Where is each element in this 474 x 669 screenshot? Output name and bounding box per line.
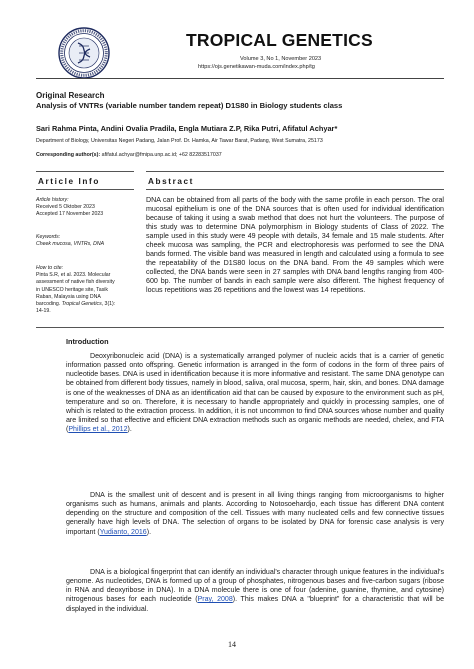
cite-journal: Tropical Genetics	[61, 301, 102, 308]
article-info-heading: Article Info	[38, 177, 100, 186]
intro-paragraph-3-text: DNA is a biological fingerprint that can identify an individual's character through unique features in the individual's genome. As nucleotides, DNA is formed up of a group of phosphates, nitrogenous bases and five-carbon sugars (ribose in RNA and deoxyribose in DNA). In a DNA molecule there is one of four (adenine, guanine, thymine, and cytosine) nitrogenous bases for each nucleotide (	[66, 569, 444, 604]
citation-link-yudianto[interactable]: Yudianto, 2016	[99, 528, 147, 536]
section-divider-bottom-left	[36, 189, 134, 190]
section-divider-top-left	[36, 171, 134, 172]
received-date: Received 5 Oktober 2023	[36, 204, 95, 211]
intro-paragraph-3-end: ). This makes DNA a "blueprint" for a characteristic that will be displayed in the individual.	[66, 596, 445, 613]
keywords-list: Cheek mucosa, VNTRs, DNA	[36, 241, 105, 248]
affiliation: Department of Biology, Universitas Negeri Padang, Jalan Prof. Dr. Hamka, Air Tawar Barat, Padang, West Sumatra, 25173	[36, 138, 323, 144]
journal-title: TROPICAL GENETICS	[186, 30, 373, 50]
section-divider-bottom-right	[146, 189, 444, 190]
history-label: Article history:	[36, 197, 69, 203]
corresponding-label: Corresponding author(s):	[36, 152, 101, 158]
intro-paragraph-3	[66, 568, 444, 614]
volume-line: Volume 3, No 1, November 2023	[240, 56, 322, 62]
keywords-label: Keywords:	[36, 234, 61, 240]
intro-paragraph-2	[66, 491, 444, 537]
keywords-block	[36, 234, 134, 248]
corresponding-contact: afifatul.achyar@fmipa.unp.ac.id; +62 82283517037	[100, 152, 222, 158]
cite-line: Pinta S.R, et al. 2023. Molecular	[36, 272, 111, 279]
accepted-date: Accepted 17 November 2023	[36, 211, 104, 218]
cite-label: How to cite:	[36, 265, 64, 271]
abstract-heading: Abstract	[148, 177, 195, 186]
intro-paragraph-1-end: ).	[127, 426, 132, 434]
page-number: 14	[228, 640, 236, 649]
header-divider	[36, 78, 444, 79]
abstract-text: DNA can be obtained from all parts of the body with the same profile in each person. The oral mucosal epithelium is one of the DNA sources that is often used for individual identification because of taking it using a swab method that does not hurt the volunteers. The purpose of this study was to determine DNA polymorphism in Biology students of Class of 2022. The sample used in this study were 49 people with details, 34 female and 15 male students. After cheek mucosa was sampling, the PCR and electrophoresis was performed to see the DNA bands formed. The visible band was measured in length and calculated using a formula to see the repeatability of the D1S80 locus on the DNA band. From the 49 samples which were collected, the DNA bands were seen in 27 samples with DNA band lengths ranging from 400-600 bp. The number of bands in each sample were also different. The highest frequency of locus repetitions was 26 repetitions and the lowest was 14 repetitions.	[146, 196, 444, 295]
introduction-heading: Introduction	[66, 337, 109, 346]
university-seal-icon	[58, 27, 110, 79]
cite-volume: , 3(1):	[101, 301, 116, 308]
cite-line: in UNESCO heritage site, Tasik	[36, 286, 108, 293]
intro-paragraph-1-text: Deoxyribonucleic acid (DNA) is a systematically arranged polymer of nucleic acids that is a carrier of genetic information passed onto offspring. Genetic information is arranged in the form of codons in the form of three pairs of nucleotide bases. DNA is used in identification because it is more informative and resistant. The same DNA genotype can be obtained from different body tissues, namely in blood, saliva, oral mucosa, sperm, hair, skin, and bones. DNA damage is one of the weaknesses of DNA as an identification aid that can be caused by exposure to the environment such as pH, temperature and so on. Therefore, it is necessary to handle appropriately and quickly in processing samples, one of which is related to the extraction process. In addition, it is not uncommon to find DNA sources whose number and quality are limited so that effective and efficient DNA extraction methods such as organic methods are needed, chelex, and FTA (	[66, 353, 444, 434]
citation-link-phillips[interactable]: Phillips et al., 2012	[68, 426, 128, 434]
author-list: Sari Rahma Pinta, Andini Ovalia Pradila, Engla Mutiara Z.P, Rika Putri, Afifatul Achyar*	[36, 124, 338, 133]
section-divider-top-right	[146, 171, 444, 172]
intro-paragraph-2-end: ).	[146, 528, 152, 536]
intro-paragraph-2-text: DNA is the smallest unit of descent and is present in all living things ranging from microorganisms to higher organisms such as humans, animals and plants. According to Notosoehardjo, each tissue has different DNA content depending on the structure and composition of the cell. Tissues with many nucleated cells and few connective tissues generally have high levels of DNA. The selection of organs to be isolated by DNA for forensic case analysis is very important (	[66, 492, 444, 536]
how-to-cite-block	[36, 265, 134, 315]
cite-pages: 14-19.	[36, 308, 51, 315]
intro-paragraph-1	[66, 352, 444, 434]
journal-url-link[interactable]: https://ojs.genetikawan-muda.com/index.php/tg	[198, 64, 315, 70]
abstract-bottom-divider	[36, 327, 444, 328]
cite-line: Raban, Malaysia using DNA	[36, 293, 101, 300]
cite-line: assessment of native fish diversity	[36, 279, 115, 286]
citation-link-pray[interactable]: Pray, 2008	[197, 596, 233, 604]
article-title: Analysis of VNTRs (variable number tandem repeat) D1S80 in Biology students class	[36, 101, 343, 110]
corresponding-author	[36, 152, 222, 158]
cite-line	[36, 301, 134, 308]
article-type: Original Research	[36, 91, 105, 100]
article-history	[36, 197, 134, 219]
cite-line-text: barcoding.	[36, 301, 61, 308]
